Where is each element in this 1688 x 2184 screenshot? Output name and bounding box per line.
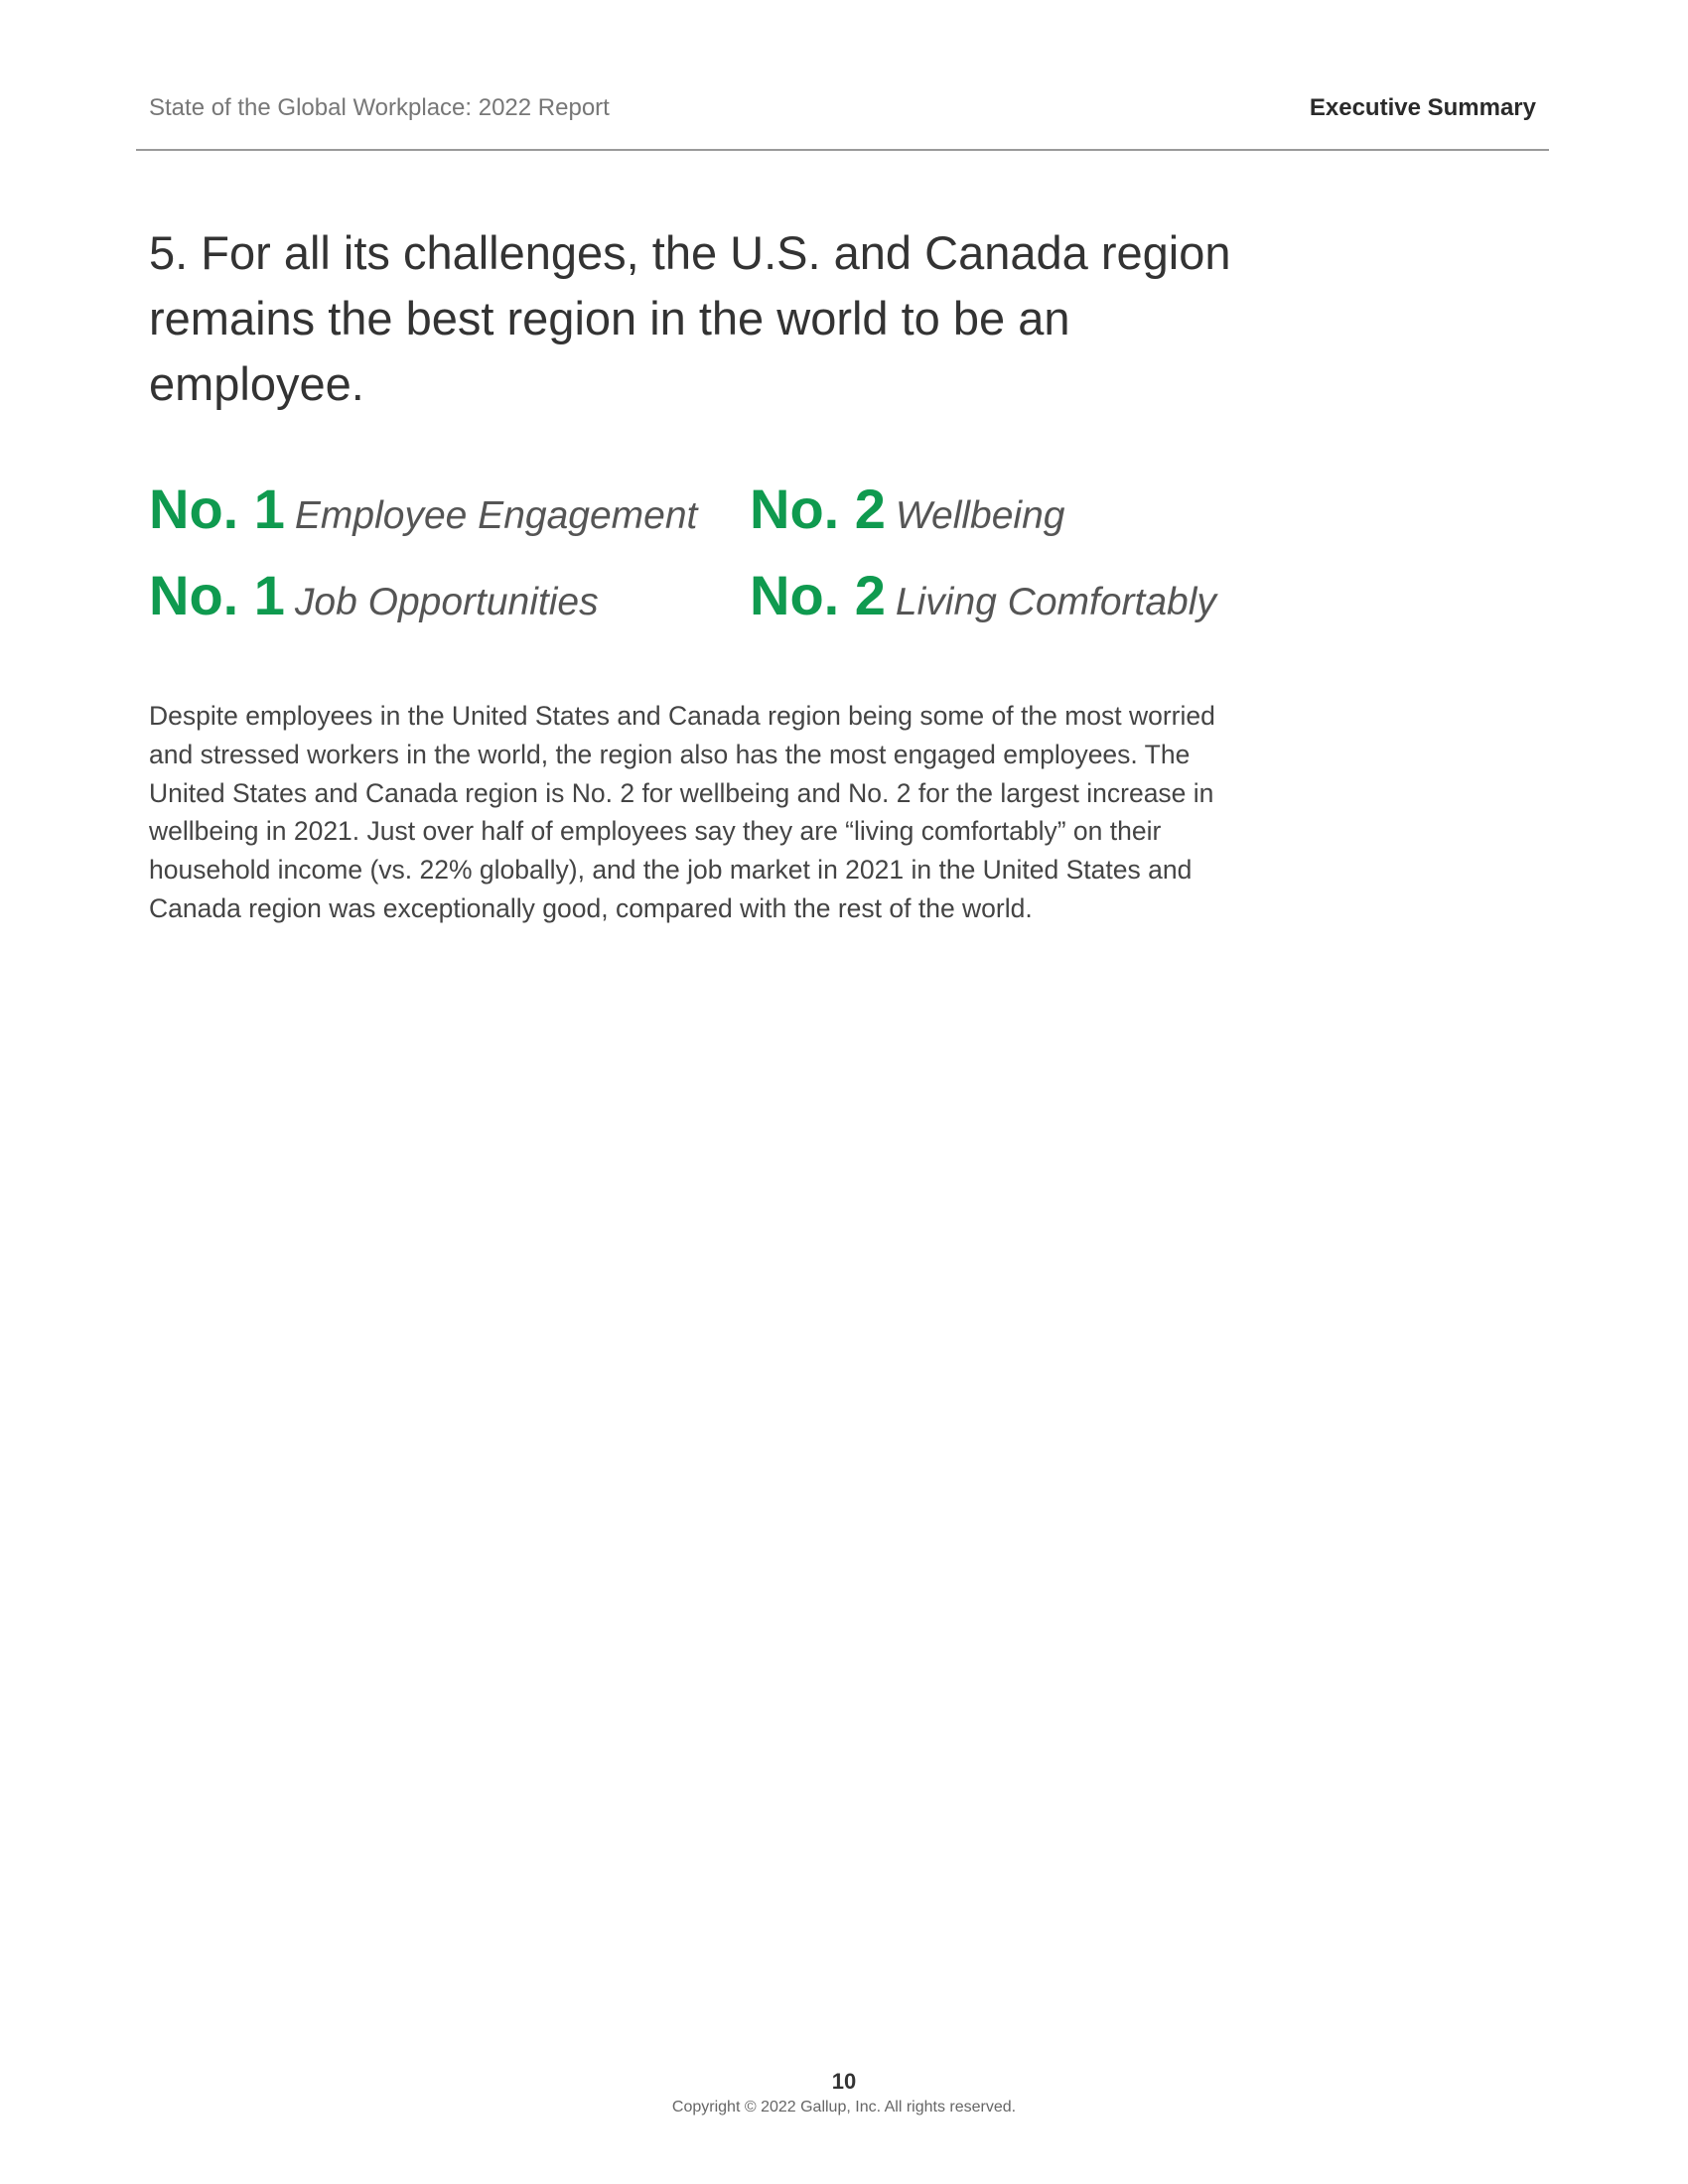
body-paragraph: Despite employees in the United States and Canada region being some of the most worried and stressed workers in the world, the region also has the most engaged employees. The United States and Canada region is No. 2 for wellbeing and No. 2 for the largest increase in wellbeing in 2021. Just over half of employees say they are “living comfortably” on their household income (vs. 22% globally), and the job market in 2021 in the United States and Canada region was exceptionally good, compared with the rest of the world. — [149, 701, 1215, 923]
rank-label: Job Opportunities — [294, 581, 599, 623]
rank-number: No. 2 — [750, 564, 886, 626]
rank-label: Wellbeing — [895, 494, 1065, 537]
page-header — [136, 89, 1549, 151]
copyright-notice: Copyright © 2022 Gallup, Inc. All rights reserved. — [671, 2099, 1017, 2116]
rank-number: No. 1 — [149, 478, 285, 540]
section-title: Executive Summary — [1309, 94, 1536, 121]
ranking-job-opportunities — [149, 561, 599, 630]
rank-number: No. 1 — [149, 564, 285, 626]
page-title: 5. For all its challenges, the U.S. and Canada region remains the best region in the world to be an employee. — [149, 226, 1231, 410]
ranking-living-comfortably — [750, 561, 1216, 630]
rank-number: No. 2 — [750, 478, 886, 540]
ranking-wellbeing — [750, 475, 1064, 544]
report-title: State of the Global Workplace: 2022 Report — [149, 94, 610, 121]
rank-label: Living Comfortably — [895, 581, 1216, 623]
ranking-employee-engagement — [149, 475, 697, 544]
rank-label: Employee Engagement — [294, 494, 698, 537]
page-number: 10 — [831, 2069, 857, 2094]
